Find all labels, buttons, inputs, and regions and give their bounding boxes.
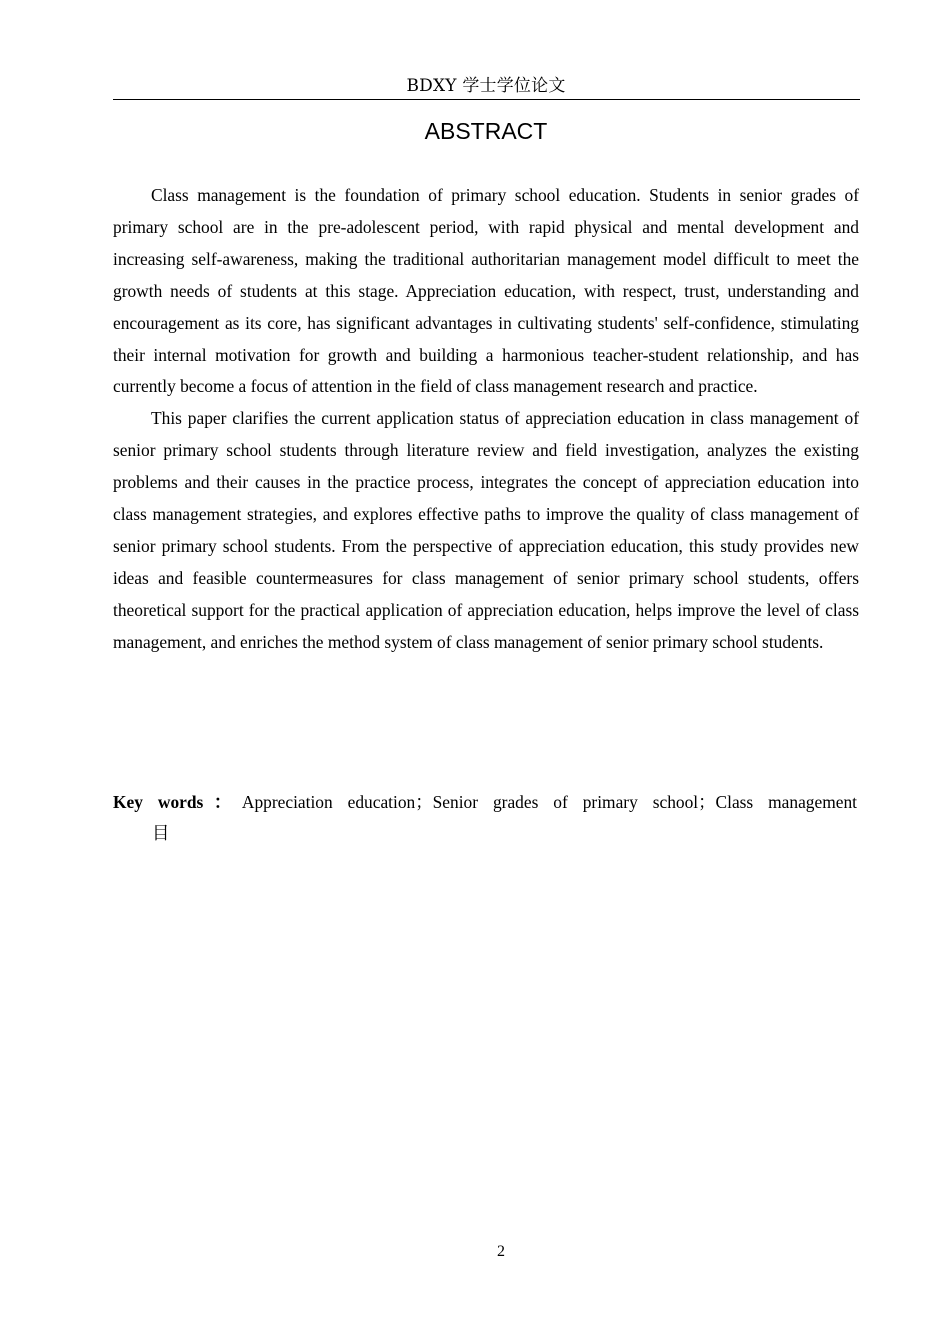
abstract-paragraph-2: This paper clarifies the current application status of appreciation education in class management of senior primary school students through literature review and field investigation, analyzes the existing problems and their causes in the practice process, integrates the concept of appreciation education into class management strategies, and explores effective paths to improve the quality of class management of senior primary school students. From the perspective of appreciation education, this study provides new ideas and feasible countermeasures for class management of senior primary school students, offers theoretical support for the practical application of appreciation education, helps improve the level of class management, and enriches the method system of class management of senior primary school students.	[113, 408, 859, 652]
abstract-paragraph-1: Class management is the foundation of primary school education. Students in senior grades of primary school are in the pre-adolescent period, with rapid physical and mental development and increasing self-awareness, making the traditional authoritarian management model difficult to meet the growth needs of students at this stage. Appreciation education, with respect, trust, understanding and encouragement as its core, has significant advantages in cultivating students' self-confidence, stimulating their internal motivation for growth and building a harmonious teacher-student relationship, and has currently become a focus of attention in the field of class management research and practice.	[113, 185, 859, 397]
abstract-body	[113, 180, 859, 659]
keywords-items: Appreciation education；Senior grades of primary school；Class management	[241, 792, 857, 812]
keywords-line	[113, 787, 857, 819]
abstract-title: ABSTRACT	[424, 118, 548, 144]
keywords-continuation: 目	[152, 824, 170, 844]
page-number: 2	[497, 1243, 505, 1260]
running-header: BDXY 学士学位论文	[406, 76, 566, 96]
header-rule	[113, 99, 860, 100]
keywords-label: Key words：	[113, 792, 242, 812]
